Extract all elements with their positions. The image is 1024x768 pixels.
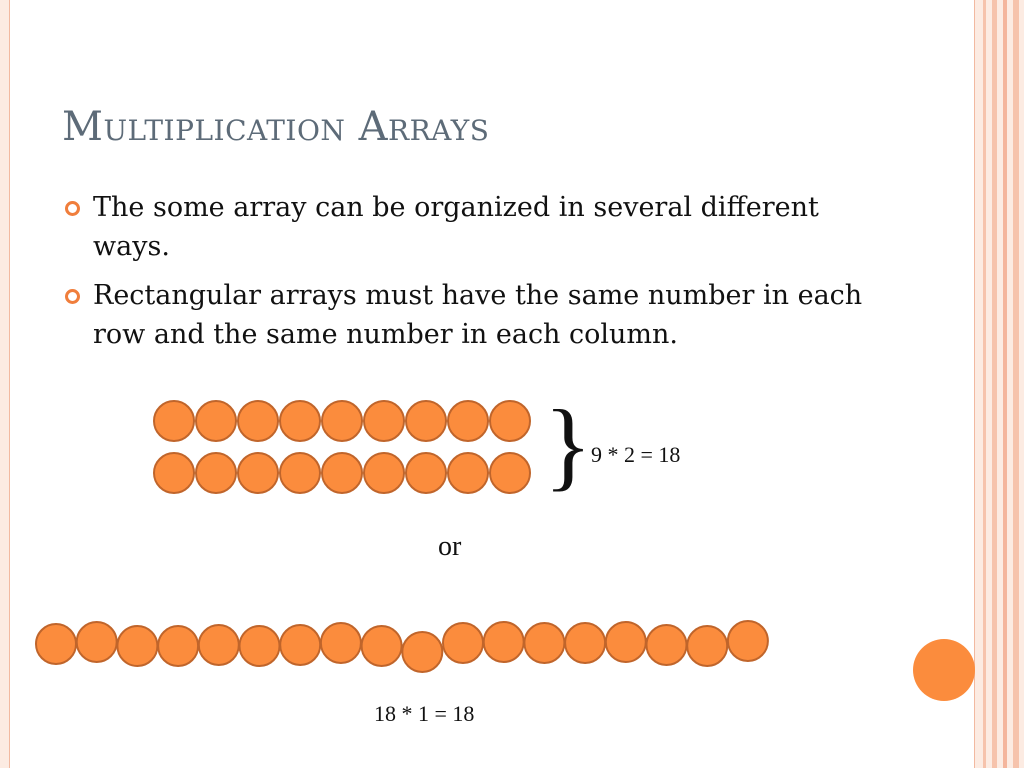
array-dot [321,623,361,663]
array-dot [77,622,117,662]
bullet-text: Rectangular arrays must have the same number in each row and the same number in each column. [93,280,863,350]
array-dot [154,401,194,441]
array-dot [490,453,530,493]
array-dot [364,453,404,493]
array-dot [606,622,646,662]
array-dot [484,622,524,662]
slide-title: Multiplication Arrays [62,104,490,150]
array-dot [240,626,280,666]
array-dot [196,401,236,441]
array-dot [238,453,278,493]
curly-brace: } [544,389,592,500]
array-dot [362,626,402,666]
or-label: or [438,531,462,562]
array-dot [448,401,488,441]
array-dot [322,401,362,441]
array-dot [322,453,362,493]
array-dot [199,625,239,665]
array-dot [728,621,768,661]
array-dot [524,623,564,663]
array-dot [443,623,483,663]
array-dot [402,632,442,672]
array-dot [238,401,278,441]
array-dot [196,453,236,493]
array-dot [280,453,320,493]
bullet-text: The some array can be organized in several different ways. [93,192,819,262]
equation-label: 9 * 2 = 18 [591,442,681,467]
array-dot [117,626,157,666]
equation-label: 18 * 1 = 18 [374,701,475,726]
array-dot [490,401,530,441]
array-dot [280,625,320,665]
array-dot [647,625,687,665]
array-dot [158,626,198,666]
decorative-circle [913,639,975,701]
array-dot [280,401,320,441]
array-one-by-eighteen [36,621,768,672]
array-dot [565,623,605,663]
array-dot [406,401,446,441]
array-dot [406,453,446,493]
array-two-by-nine [154,401,530,493]
array-dot [448,453,488,493]
array-dot [364,401,404,441]
array-dot [154,453,194,493]
array-dot [687,626,727,666]
array-dot [36,624,76,664]
